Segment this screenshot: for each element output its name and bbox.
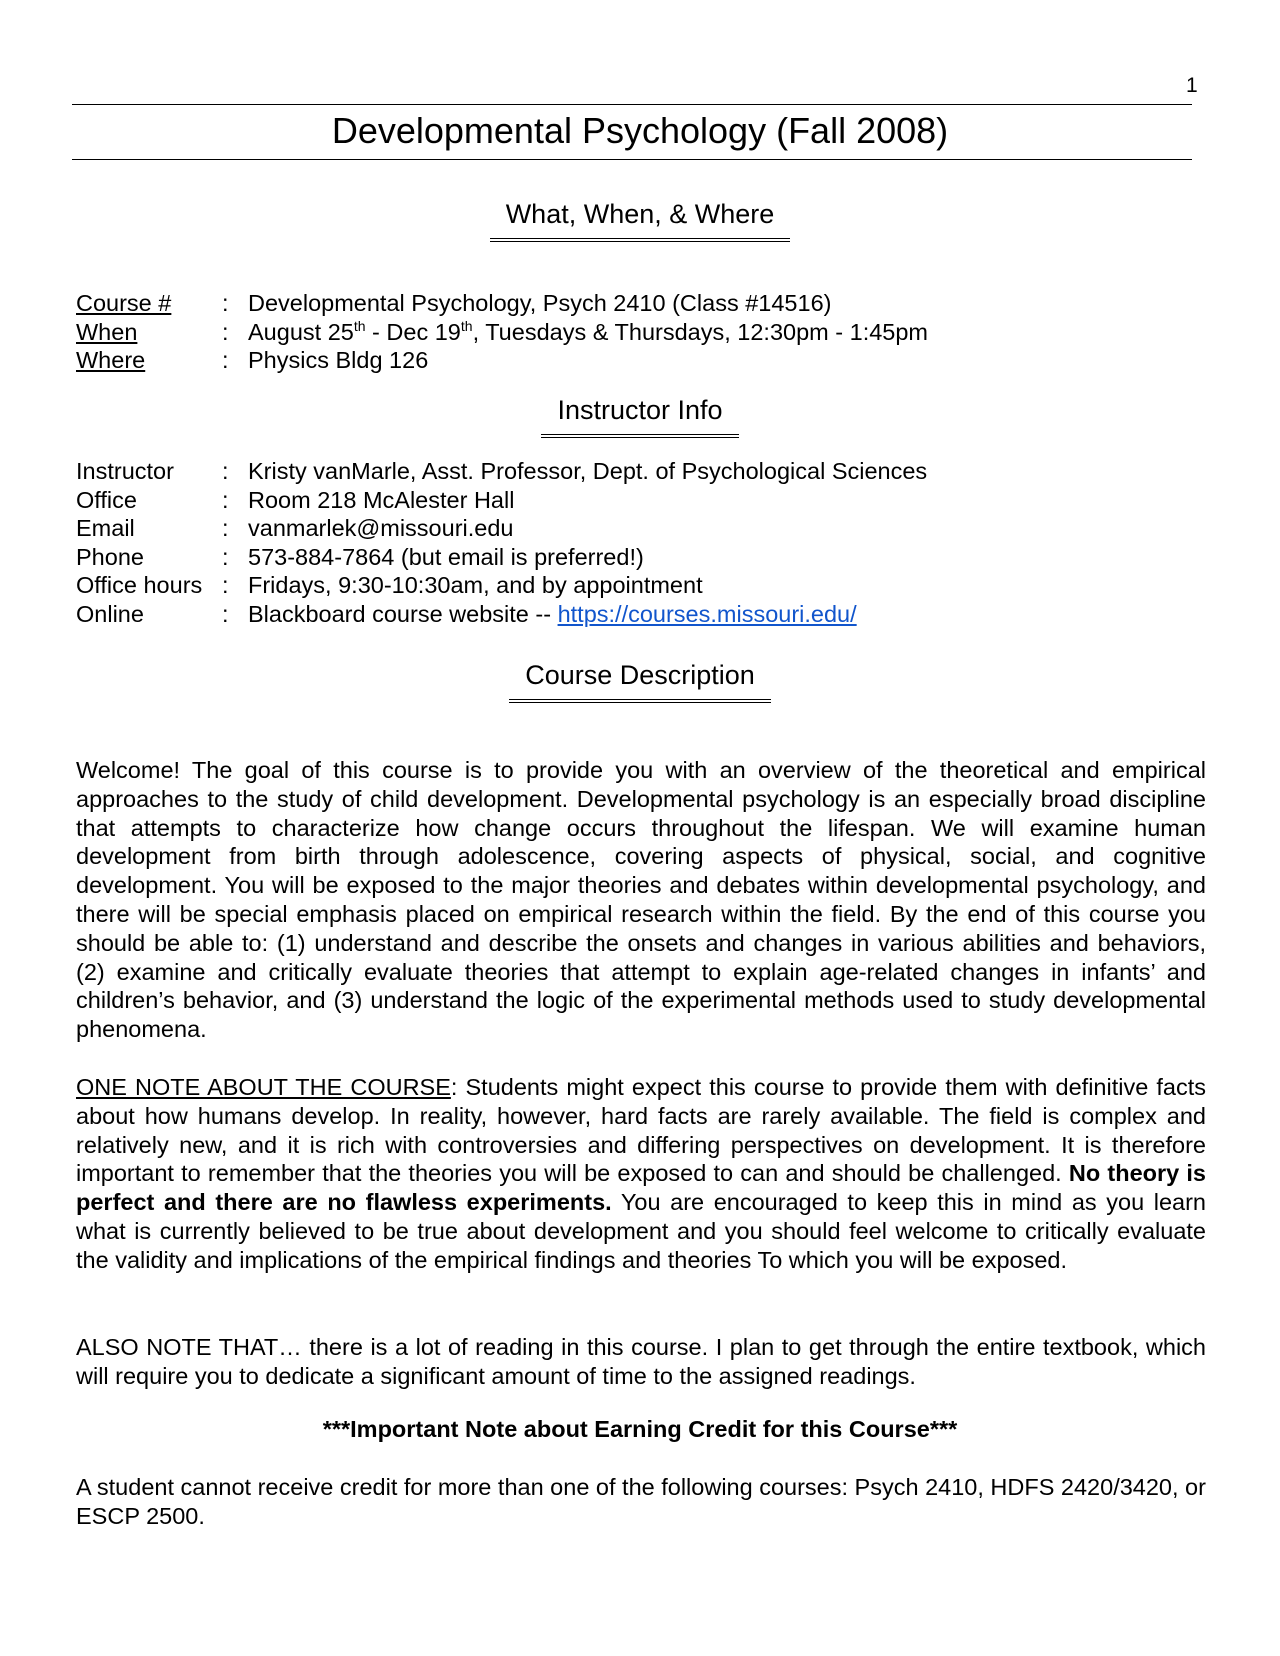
phone-value: 573-884-7864 (but email is preferred!) — [248, 543, 644, 570]
when-value — [248, 318, 928, 347]
online-value — [248, 600, 927, 629]
course-note-text: : Students might expect this course to provide them with definitive facts about how humans develop. In reality, however, hard facts are rarely available. The field is complex and relatively new, and it is rich with controversies and differing perspectives on development. It is therefore important to remember that the theories you will be exposed to can and should be challenged. — [76, 1074, 1206, 1187]
course-info-table — [76, 289, 928, 375]
online-row — [76, 600, 927, 629]
section-course-description — [0, 657, 1280, 703]
office-hours-value: Fridays, 9:30-10:30am, and by appointment — [248, 572, 703, 598]
separator: : — [222, 543, 229, 570]
separator: : — [222, 318, 229, 345]
email-value: vanmarlek@missouri.edu — [248, 515, 514, 541]
when-schedule: , Tuesdays & Thursdays, 12:30pm - 1:45pm — [472, 318, 929, 345]
when-end-date: - Dec 19 — [365, 318, 461, 345]
document-title: Developmental Psychology (Fall 2008) — [331, 110, 949, 151]
blackboard-link[interactable]: https://courses.missouri.edu/ — [557, 600, 857, 627]
credit-note-paragraph: A student cannot receive credit for more than one of the following courses: Psych 2410, HDFS 2420/3420, or ESCP 2500. — [76, 1474, 1206, 1529]
instructor-label: Instructor — [76, 458, 174, 484]
course-number-row — [76, 289, 928, 318]
online-label: Online — [76, 600, 144, 627]
phone-label: Phone — [76, 543, 144, 570]
section-heading: What, When, & Where — [490, 196, 791, 242]
separator: : — [222, 600, 229, 627]
where-label: Where — [76, 347, 146, 373]
where-row — [76, 346, 928, 375]
phone-row — [76, 543, 927, 572]
where-value: Physics Bldg 126 — [248, 347, 429, 373]
online-prefix: Blackboard course website -- — [248, 600, 558, 627]
email-row — [76, 514, 927, 543]
course-note-paragraph — [76, 1073, 1206, 1275]
office-row — [76, 486, 927, 515]
office-label: Office — [76, 486, 137, 513]
section-instructor-info — [0, 392, 1280, 438]
ordinal-suffix: th — [460, 317, 473, 334]
office-hours-label: Office hours — [76, 572, 203, 598]
separator: : — [222, 486, 229, 513]
credit-note-heading: ***Important Note about Earning Credit for this Course*** — [322, 1416, 958, 1442]
separator: : — [222, 458, 229, 484]
course-note-emphasis: No theory is perfect and there are no flawless experiments. — [76, 1160, 1206, 1216]
office-hours-row — [76, 571, 927, 600]
instructor-info-table — [76, 457, 927, 628]
separator: : — [222, 515, 229, 541]
when-start-date: August 25 — [248, 318, 354, 345]
course-note-text-continued: You are encouraged to keep this in mind as you learn what is currently believed to be true about development and you should feel welcome to critically evaluate the validity and implications of the empirical findings and theories To which you will be exposed. — [76, 1189, 1206, 1273]
course-number-label: Course # — [76, 290, 172, 316]
instructor-row — [76, 457, 927, 486]
section-heading: Course Description — [509, 657, 771, 703]
separator: : — [222, 290, 229, 316]
email-label: Email — [76, 515, 135, 541]
when-row — [76, 318, 928, 347]
section-heading: Instructor Info — [541, 392, 738, 438]
instructor-value: Kristy vanMarle, Asst. Professor, Dept. of Psychological Sciences — [248, 458, 928, 484]
welcome-paragraph: Welcome! The goal of this course is to provide you with an overview of the theoretical and empirical approaches to the study of child development. Developmental psychology is an especially broad discipline that attempts to characterize how change occurs throughout the lifespan. We will examine human development from birth through adolescence, covering aspects of physical, social, and cognitive development. You will be exposed to the major theories and debates within developmental psychology, and there will be special emphasis placed on empirical research within the field. By the end of this course you should be able to: (1) understand and describe the onsets and changes in various abilities and behaviors, (2) examine and critically evaluate theories that attempt to explain age-related changes in infants’ and children’s behavior, and (3) understand the logic of the experimental methods used to study developmental phenomena. — [76, 757, 1206, 1043]
section-what-when-where — [0, 196, 1280, 242]
separator: : — [222, 572, 229, 598]
course-note-heading: ONE NOTE ABOUT THE COURSE — [76, 1074, 451, 1100]
when-label: When — [76, 318, 138, 345]
title-bottom-rule — [72, 159, 1192, 160]
ordinal-suffix: th — [353, 317, 366, 334]
office-value: Room 218 McAlester Hall — [248, 486, 515, 513]
course-number-value: Developmental Psychology, Psych 2410 (Class #14516) — [248, 290, 832, 316]
reading-note-paragraph: ALSO NOTE THAT… there is a lot of reading in this course. I plan to get through the entire textbook, which will require you to dedicate a significant amount of time to the assigned readings. — [76, 1334, 1206, 1389]
title-top-rule — [72, 104, 1192, 105]
separator: : — [222, 347, 229, 373]
page-number: 1 — [1186, 74, 1198, 97]
